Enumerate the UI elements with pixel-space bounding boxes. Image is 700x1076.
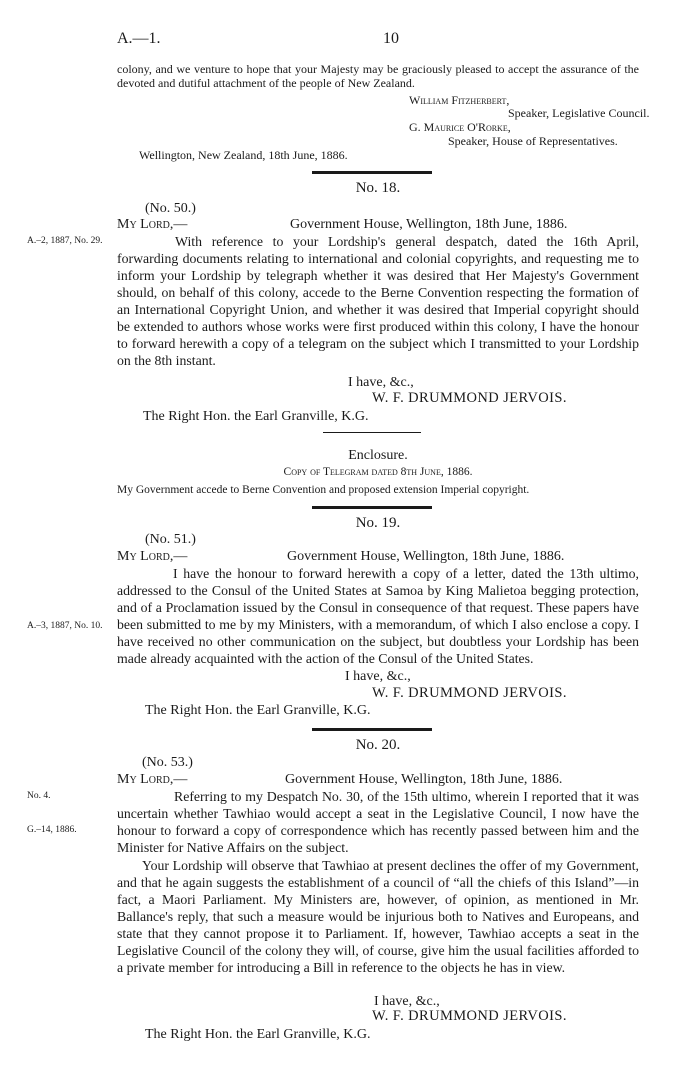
despatch-heading: No. 20. [355, 737, 401, 753]
despatch-number: (No. 53.) [142, 755, 193, 770]
signatory-1-title: Speaker, Legislative Council. [508, 106, 650, 120]
addressee: The Right Hon. the Earl Granville, K.G. [143, 409, 369, 424]
salutation: My Lord,— [117, 772, 188, 787]
dateline: Government House, Wellington, 18th June, 1886. [285, 772, 563, 787]
signature: W. F. DRUMMOND JERVOIS. [372, 1008, 567, 1024]
section-divider [312, 728, 432, 731]
margin-reference: A.–2, 1887, No. 29. [27, 236, 103, 246]
addressee: The Right Hon. the Earl Granville, K.G. [145, 1027, 371, 1042]
section-divider [312, 506, 432, 509]
margin-reference: A.–3, 1887, No. 10. [27, 621, 103, 631]
signature: W. F. DRUMMOND JERVOIS. [372, 685, 567, 701]
despatch-heading: No. 18. [355, 180, 401, 196]
signatory-2-name: G. Maurice O'Rorke, [409, 120, 511, 134]
despatch-number: (No. 50.) [145, 201, 196, 216]
salutation: My Lord,— [117, 217, 188, 232]
closing: I have, &c., [348, 375, 414, 390]
enclosure-title: Enclosure. [348, 448, 408, 463]
addressee: The Right Hon. the Earl Granville, K.G. [145, 703, 371, 718]
despatch-body: I have the honour to forward herewith a copy of a letter, dated the 13th ultimo, addressed to the Consul of the United States at Samoa by King Malietoa begging protection, and of a Proclamation issued by the Consul in consequence of that request. These papers have been submitted to me by my Ministers, with a memorandum, of which I also enclose a copy. I have received no other communication on the subject, but doubtless your Lordship has been made already acquainted with the action of the Consul of the United States. [117, 566, 639, 666]
signature: W. F. DRUMMOND JERVOIS. [372, 390, 567, 406]
section-divider [312, 171, 432, 174]
short-rule [323, 432, 421, 433]
closing: I have, &c., [345, 669, 411, 684]
despatch-number: (No. 51.) [145, 532, 196, 547]
intro-paragraph: colony, and we venture to hope that your Majesty may be graciously pleased to accept the assurance of the devoted and dutiful attachment of the people of New Zealand. [117, 62, 639, 90]
dateline: Government House, Wellington, 18th June, 1886. [287, 549, 565, 564]
margin-reference: No. 4. [27, 791, 51, 801]
margin-reference: G.–14, 1886. [27, 825, 77, 835]
enclosure-subtitle: Copy of Telegram dated 8th June, 1886. [283, 466, 473, 478]
address-date: Wellington, New Zealand, 18th June, 1886. [139, 148, 348, 162]
signatory-2-title: Speaker, House of Representatives. [448, 134, 618, 148]
despatch-body: Referring to my Despatch No. 30, of the 15th ultimo, wherein I reported that it was uncertain whether Tawhiao would accept a seat in the Legislative Council, I now have the honour to forward a copy of correspondence which has recently passed between him and the Minister for Native Affairs on the subject. [117, 789, 639, 855]
closing: I have, &c., [370, 993, 444, 1010]
salutation: My Lord,— [117, 549, 188, 564]
despatch-body-continued: Your Lordship will observe that Tawhiao at present declines the offer of my Government, and that he again suggests the establishment of a council of “all the chiefs of this Island”—in fact, a Maori Parliament. My Ministers are, however, of opinion, as mentioned in Mr. Ballance's reply, that such a measure would be injurious both to Natives and Europeans, and state that they cannot propose it to Parliament. If, however, Tawhiao accepts a seat in the Legislative Council of the colony they will, of course, give him the usual facilities afforded to a private member for introducing a Bill in reference to the objects he has in view. [117, 858, 639, 975]
telegram-text: My Government accede to Berne Convention and proposed extension Imperial copyright. [117, 484, 530, 496]
page-number: 10 [383, 30, 399, 47]
signatory-1-name: William Fitzherbert, [409, 93, 510, 107]
despatch-heading: No. 19. [355, 515, 401, 531]
page-header [117, 30, 640, 50]
despatch-body: With reference to your Lordship's general despatch, dated the 16th April, forwarding documents relating to international and colonial copyrights, and requesting me to inform your Lordship by telegraph whether it was desired that Her Majesty's Government should, on behalf of this colony, accede to the Berne Convention respecting the formation of an International Copyright Union, and whether it was desired that Imperial copyright should be extended to authors whose works were first produced within this colony, I have the honour to forward herewith a copy of a telegram on the subject which I transmitted to your Lordship on the 8th instant. [117, 234, 639, 368]
document-reference: A.—1. [117, 30, 161, 47]
dateline: Government House, Wellington, 18th June, 1886. [290, 217, 568, 232]
